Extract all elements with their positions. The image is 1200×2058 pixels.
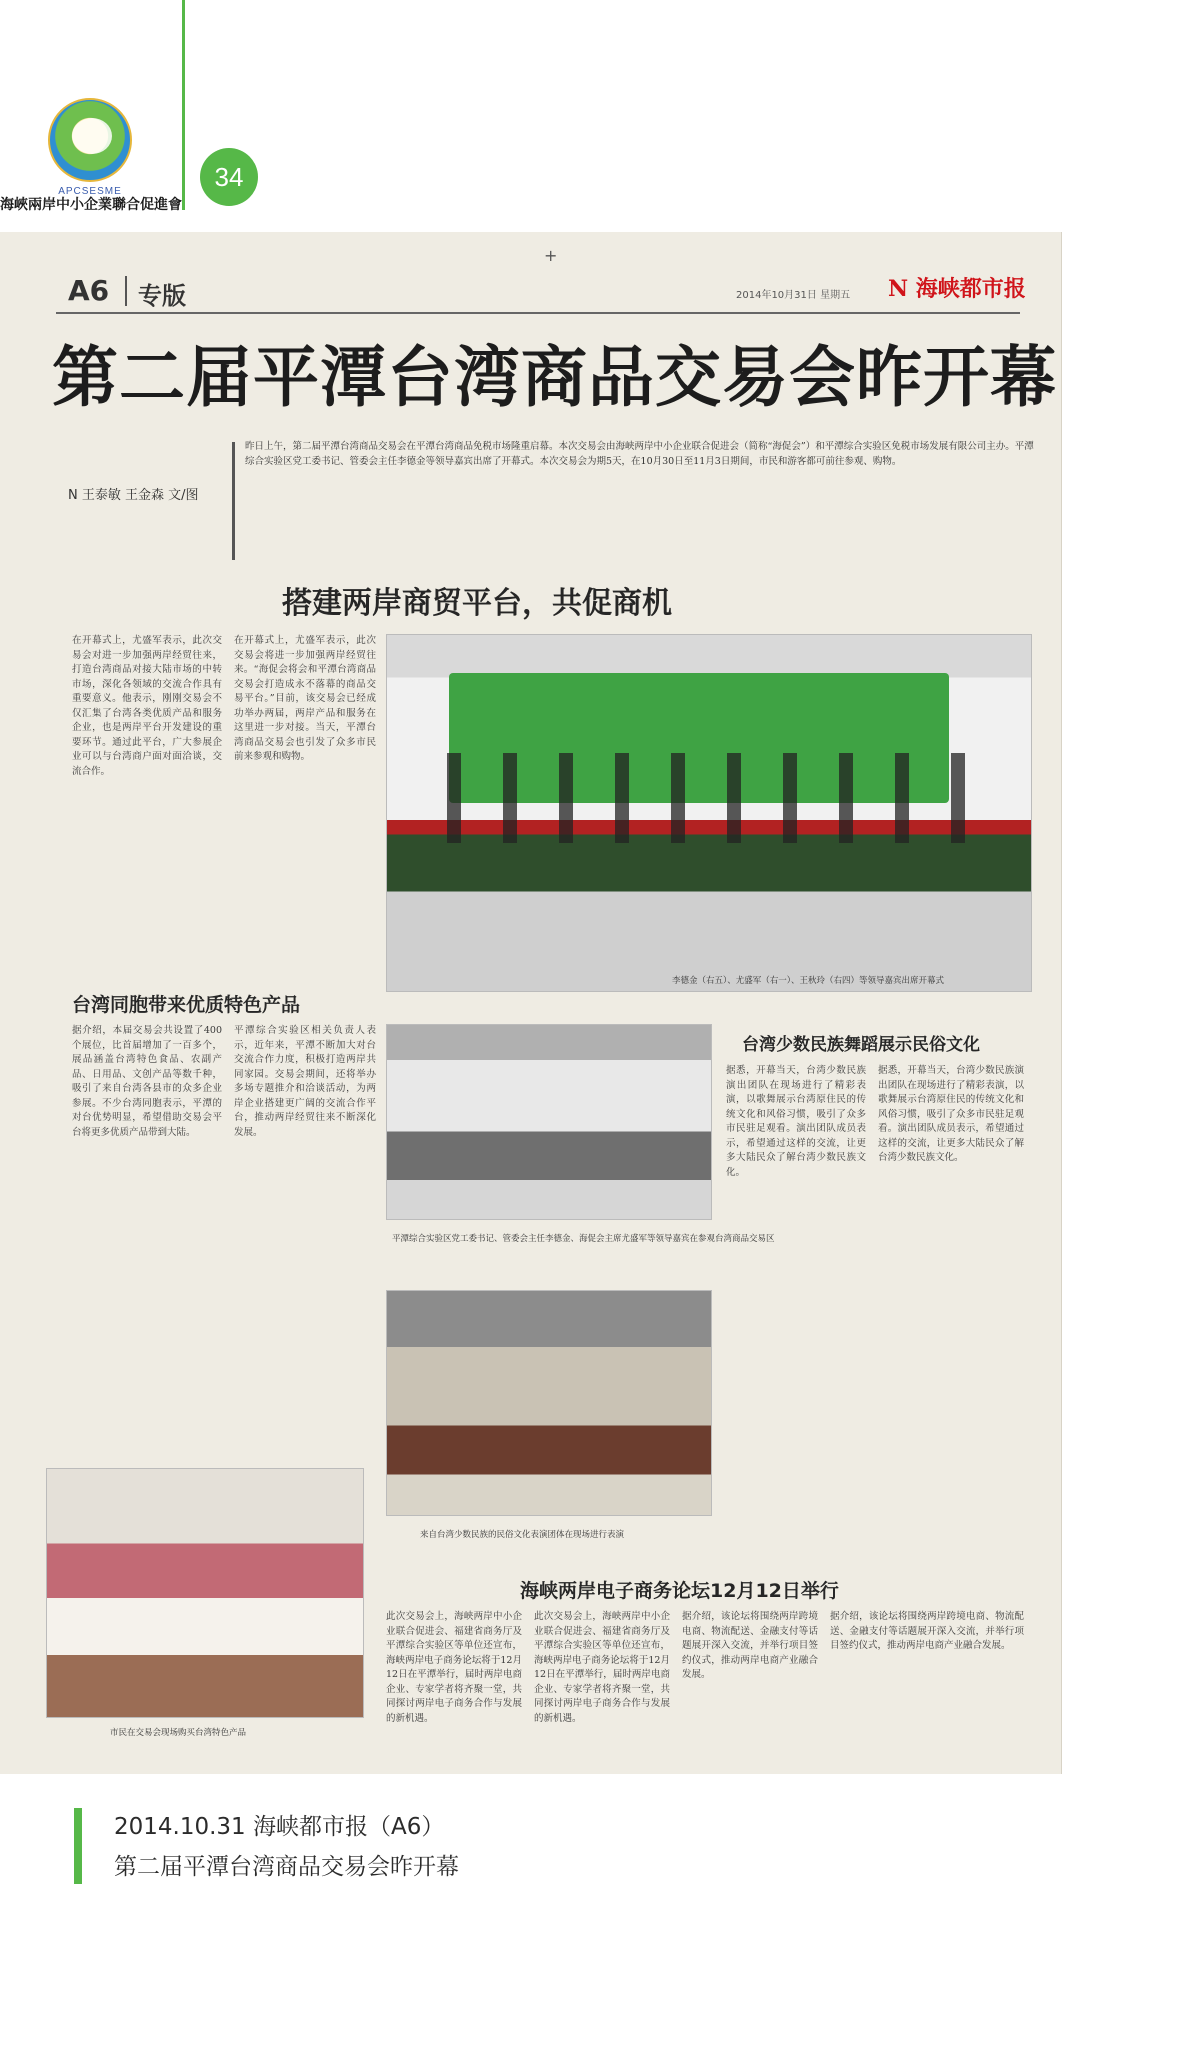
top-rule	[56, 312, 1020, 314]
header-divider	[182, 0, 185, 210]
page-number-badge: 34	[200, 148, 258, 206]
footer-source: 2014.10.31 海峡都市报（A6）	[114, 1814, 445, 1840]
subhead-ecommerce-forum: 海峡两岸电子商务论坛12月12日举行	[520, 1580, 839, 1602]
logo-emblem	[72, 118, 112, 154]
guests-row	[447, 753, 967, 843]
article-column: 据悉，开幕当天，台湾少数民族演出团队在现场进行了精彩表演，以歌舞展示台湾原住民的传统文化和风俗习惯，吸引了众多市民驻足观看。演出团队成员表示，希望通过这样的交流，让更多大陆民众了解台湾少数民族文化。	[726, 1065, 866, 1178]
subhead-trade-platform: 搭建两岸商贸平台，共促商机	[282, 586, 672, 621]
article-byline: N 王泰敏 王金森 文/图	[68, 488, 199, 503]
logo-text: APCSESME	[58, 186, 122, 197]
photo-caption: 市民在交易会现场购买台湾特色产品	[110, 1728, 247, 1738]
photo-caption: 来自台湾少数民族的民俗文化表演团体在现场进行表演	[420, 1530, 625, 1540]
article-column: 此次交易会上，海峡两岸中小企业联合促进会、福建省商务厅及平潭综合实验区等单位还宣布，海峡两岸电子商务论坛将于12月12日在平潭举行，届时两岸电商企业、专家学者将齐聚一堂，共同探讨两岸电子商务合作与发展的新机遇。	[534, 1611, 670, 1724]
article-headline: 第二届平潭台湾商品交易会昨开幕	[52, 339, 1057, 416]
article-column: 据介绍，该论坛将围绕两岸跨境电商、物流配送、金融支付等话题展开深入交流，并举行项目签约仪式，推动两岸电商产业融合发展。	[682, 1611, 818, 1680]
article-column: 据介绍，本届交易会共设置了400个展位，比首届增加了一百多个，展品涵盖台湾特色食品、农副产品、日用品、文创产品等数千种，吸引了来自台湾各县市的众多企业参展。不少台湾同胞表示，平潭的对台优势明显，希望借助交易会平台将更多优质产品带到大陆。	[72, 1025, 222, 1138]
article-column: 据悉，开幕当天，台湾少数民族演出团队在现场进行了精彩表演，以歌舞展示台湾原住民的传统文化和风俗习惯，吸引了众多市民驻足观看。演出团队成员表示，希望通过这样的交流，让更多大陆民众了解台湾少数民族文化。	[878, 1065, 1024, 1163]
section-label: 专版	[138, 282, 186, 310]
photo-opening-ceremony	[386, 634, 1032, 992]
article-column: 此次交易会上，海峡两岸中小企业联合促进会、福建省商务厅及平潭综合实验区等单位还宣布，海峡两岸电子商务论坛将于12月12日在平潭举行，届时两岸电商企业、专家学者将齐聚一堂，共同探讨两岸电子商务合作与发展的新机遇。	[386, 1611, 522, 1724]
article-lead: 昨日上午，第二届平潭台湾商品交易会在平潭台湾商品免税市场隆重启幕。本次交易会由海峡两岸中小企业联合促进会（简称“海促会”）和平潭综合实验区免税市场发展有限公司主办。平潭综合实验区党工委书记、管委会主任李德金等领导嘉宾出席了开幕式。本次交易会为期5天，在10月30日至11月3日期间，市民和游客都可前往参观、购物。	[245, 441, 1034, 467]
photo-exhibition-hall	[386, 1024, 712, 1220]
subhead-folk-culture: 台湾少数民族舞蹈展示民俗文化	[742, 1035, 980, 1055]
article-column: 平潭综合实验区相关负责人表示，近年来，平潭不断加大对台交流合作力度，积极打造两岸共同家园。交易会期间，还将举办多场专题推介和洽谈活动，为两岸企业搭建更广阔的交流合作平台，推动两岸经贸往来不断深化发展。	[234, 1025, 376, 1138]
section-code: A6	[68, 274, 110, 307]
newspaper-masthead: N 海峡都市报	[888, 276, 1026, 302]
issue-date: 2014年10月31日 星期五	[736, 290, 851, 301]
section-separator	[125, 276, 127, 306]
footer-accent-bar	[74, 1808, 82, 1884]
crop-mark: +	[544, 246, 558, 265]
org-logo	[48, 98, 132, 182]
photo-product-booth	[46, 1468, 364, 1718]
org-name: 海峽兩岸中小企業聯合促進會	[0, 197, 182, 213]
photo-caption: 李德金（右五）、尤盛军（右一）、王秋玲（右四）等领导嘉宾出席开幕式	[672, 976, 945, 986]
subhead-quality-products: 台湾同胞带来优质特色产品	[72, 994, 301, 1016]
article-column: 据介绍，该论坛将围绕两岸跨境电商、物流配送、金融支付等话题展开深入交流，并举行项目签约仪式，推动两岸电商产业融合发展。	[830, 1611, 1024, 1651]
article-column: 在开幕式上，尤盛军表示，此次交易会将进一步加强两岸经贸往来。“海促会将会和平潭台湾商品交易会打造成永不落幕的商品交易平台。”目前，该交易会已经成功举办两届，两岸产品和服务在这里进一步对接。当天，平潭台湾商品交易会也引发了众多市民前来参观和购物。	[234, 635, 376, 762]
lead-bar	[232, 442, 235, 560]
article-column: 在开幕式上，尤盛军表示，此次交易会对进一步加强两岸经贸往来，打造台湾商品对接大陆市场的中转市场，深化各领域的交流合作具有重要意义。他表示，刚刚交易会不仅汇集了台湾各类优质产品和服务企业，也是两岸平台开发建设的重要环节。通过此平台，广大参展企业可以与台湾商户面对面洽谈，交流合作。	[72, 635, 222, 777]
newspaper-scan	[0, 232, 1062, 1774]
footer-title: 第二届平潭台湾商品交易会昨开幕	[114, 1854, 459, 1880]
photo-folk-dance	[386, 1290, 712, 1516]
photo-caption: 平潭综合实验区党工委书记、管委会主任李德金、海促会主席尤盛军等领导嘉宾在参观台湾商品交易区	[392, 1234, 775, 1244]
